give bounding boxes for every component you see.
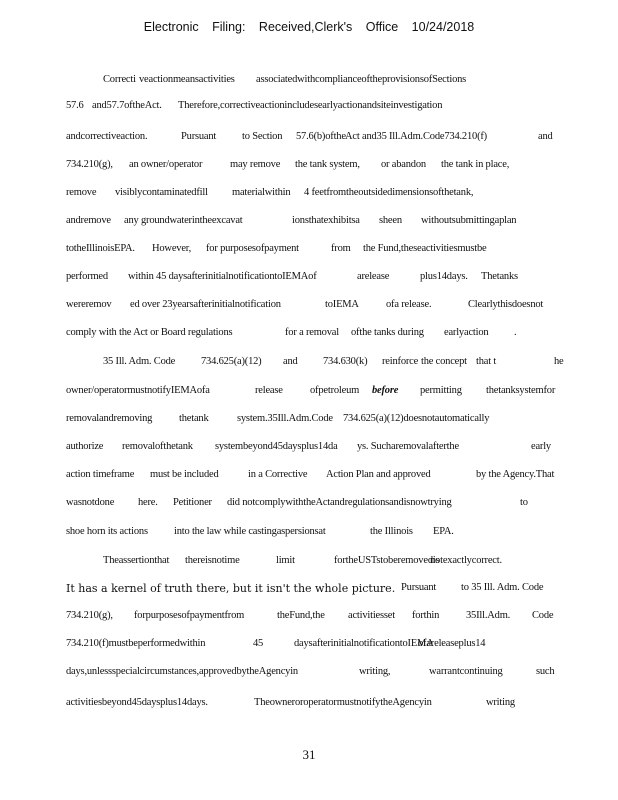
text-segment: writing (486, 697, 515, 708)
text-segment: an owner/operator (129, 159, 203, 170)
text-segment: theFund,the (277, 610, 325, 621)
text-segment: 45 (253, 638, 264, 649)
text-segment: 4 feetfromtheoutsidedimensionsofthetank, (304, 187, 474, 198)
text-segment: warrantcontinuing (429, 666, 503, 677)
text-segment: notexactlycorrect. (430, 555, 502, 566)
text-segment: ofa release. (386, 299, 432, 310)
text-segment: to Section (242, 131, 283, 142)
text-segment: early (531, 441, 551, 452)
text-segment: performed (66, 271, 108, 282)
text-segment: wasnotdone (66, 497, 115, 508)
text-segment: must be included (150, 469, 219, 480)
text-segment: forthin (412, 610, 440, 621)
text-segment: owner/operatormustnotifyIEMAofa (66, 385, 210, 396)
text-segment: 734.210(f)mustbeperformedwithin (66, 638, 206, 649)
text-segment: arelease (357, 271, 390, 282)
text-segment: to 35 Ill. Adm. Code (461, 582, 544, 593)
text-segment: andcorrectiveaction. (66, 131, 148, 142)
text-segment: . (514, 327, 517, 338)
text-segment: wereremov (66, 299, 112, 310)
text-segment: limit (276, 555, 295, 566)
text-segment: any groundwaterintheexcavat (124, 215, 243, 226)
text-segment: Theassertionthat (103, 555, 170, 566)
text-segment: However, (152, 243, 192, 254)
text-segment: Code (532, 610, 554, 621)
text-segment: ionsthatexhibitsa (292, 215, 360, 226)
text-segment: the Fund,theseactivitiesmustbe (363, 243, 487, 254)
text-segment: the tank in place, (441, 159, 510, 170)
text-segment: the Illinois (370, 526, 413, 537)
text-segment: withoutsubmittingaplan (421, 215, 517, 226)
text-segment: the concept (421, 356, 467, 367)
text-segment: activitiesbeyond45daysplus14days. (66, 697, 208, 708)
text-segment: removalandremoving (66, 413, 153, 424)
text-segment: system.35Ill.Adm.Code (237, 413, 333, 424)
text-segment: toIEMA (325, 299, 359, 310)
text-segment: by the Agency.That (476, 469, 555, 480)
text-segment: It has a kernel of truth there, but it isn't the whole picture. (66, 582, 396, 595)
text-segment: materialwithin (232, 187, 291, 198)
text-segment: writing, (359, 666, 391, 677)
text-segment: Therefore,correctiveactionincludesearlyactionandsiteinvestigation (178, 100, 443, 111)
text-segment: earlyaction (444, 327, 489, 338)
text-segment: Petitioner (173, 497, 212, 508)
text-segment: remove (66, 187, 97, 198)
text-segment: before (372, 385, 399, 396)
text-segment: he (554, 356, 564, 367)
text-segment: activitiesset (348, 610, 395, 621)
text-segment: action timeframe (66, 469, 135, 480)
text-segment: removalofthetank (122, 441, 193, 452)
text-segment: within 45 daysafterinitialnotificationtoIEMAof (128, 271, 317, 282)
text-segment: or abandon (381, 159, 426, 170)
text-segment: in a Corrective (248, 469, 308, 480)
text-segment: to (520, 497, 528, 508)
text-segment: comply with the Act or Board regulations (66, 327, 233, 338)
text-segment: ys. Sucharemovalafterthe (357, 441, 459, 452)
text-segment: daysafterinitialnotificationtoIEMA (294, 638, 434, 649)
text-segment: such (536, 666, 555, 677)
text-segment: 734.630(k) (323, 356, 368, 367)
text-segment: Act and35 (345, 131, 387, 142)
text-segment: 734.625(a)(12) (201, 356, 262, 367)
text-segment: for purposesofpayment (206, 243, 299, 254)
text-segment: thetank (179, 413, 209, 424)
text-segment: systembeyond45daysplus14da (215, 441, 338, 452)
text-segment: fortheUSTstoberemovedis (334, 555, 440, 566)
text-segment: release (255, 385, 283, 396)
text-segment: TheowneroroperatormustnotifytheAgencyin (254, 697, 432, 708)
text-segment: 35Ill.Adm. (466, 610, 511, 621)
text-segment: andremove (66, 215, 111, 226)
text-segment: and (538, 131, 553, 142)
text-segment: plus14days. (420, 271, 468, 282)
text-segment: thetanksystemfor (486, 385, 556, 396)
text-segment: associatedwithcomplianceoftheprovisionsofSections (256, 74, 467, 85)
text-segment: shoe horn its actions (66, 526, 148, 537)
text-segment: 734.625(a)(12)doesnotautomatically (343, 413, 490, 424)
text-segment: veactionmeansactivities (139, 74, 235, 85)
text-segment: and (283, 356, 298, 367)
text-segment: forpurposesofpaymentfrom (134, 610, 245, 621)
text-segment: Pursuant (401, 582, 437, 593)
text-segment: ed over 23yearsafterinitialnotification (130, 299, 281, 310)
text-segment: Clearlythisdoesnot (468, 299, 544, 310)
filing-stamp-header: Electronic Filing: Received,Clerk's Office 10/24/2018 (143, 20, 475, 34)
text-segment: totheIllinoisEPA. (66, 243, 135, 254)
text-segment: ofareleaseplus14 (418, 638, 486, 649)
text-segment: did notcomplywiththeActandregulationsandisnowtrying (227, 497, 452, 508)
text-segment: may remove (230, 159, 281, 170)
text-segment: 57.6(b)ofthe (296, 131, 346, 142)
text-segment: Pursuant (181, 131, 217, 142)
text-segment: for a removal (285, 327, 339, 338)
text-segment: Action Plan and approved (326, 469, 431, 480)
text-segment: the tank system, (295, 159, 360, 170)
text-segment: 734.210(g), (66, 159, 113, 170)
page-number: 31 (302, 747, 316, 762)
text-segment: 57.6 (66, 100, 84, 111)
text-segment: 35 Ill. Adm. Code (103, 356, 176, 367)
text-segment: days,unlessspecialcircumstances,approvedbytheAgencyin (66, 666, 298, 677)
text-segment: into the law while castingaspersionsat (174, 526, 326, 537)
text-segment: here. (138, 497, 158, 508)
text-segment: permitting (420, 385, 462, 396)
text-segment: from (331, 243, 351, 254)
text-segment: visiblycontaminatedfill (115, 187, 208, 198)
text-segment: ofpetroleum (310, 385, 360, 396)
text-segment: sheen (379, 215, 402, 226)
text-segment: Thetanks (481, 271, 518, 282)
text-segment: reinforce (382, 356, 419, 367)
text-segment: 734.210(g), (66, 610, 113, 621)
text-segment: EPA. (433, 526, 454, 537)
text-segment: thereisnotime (185, 555, 240, 566)
text-segment: Correcti (103, 74, 136, 85)
text-segment: Ill.Adm.Code734.210(f) (389, 131, 487, 142)
text-segment: that t (476, 356, 497, 367)
text-segment: ofthe tanks during (351, 327, 424, 338)
text-segment: authorize (66, 441, 104, 452)
text-segment: and57.7oftheAct. (92, 100, 162, 111)
